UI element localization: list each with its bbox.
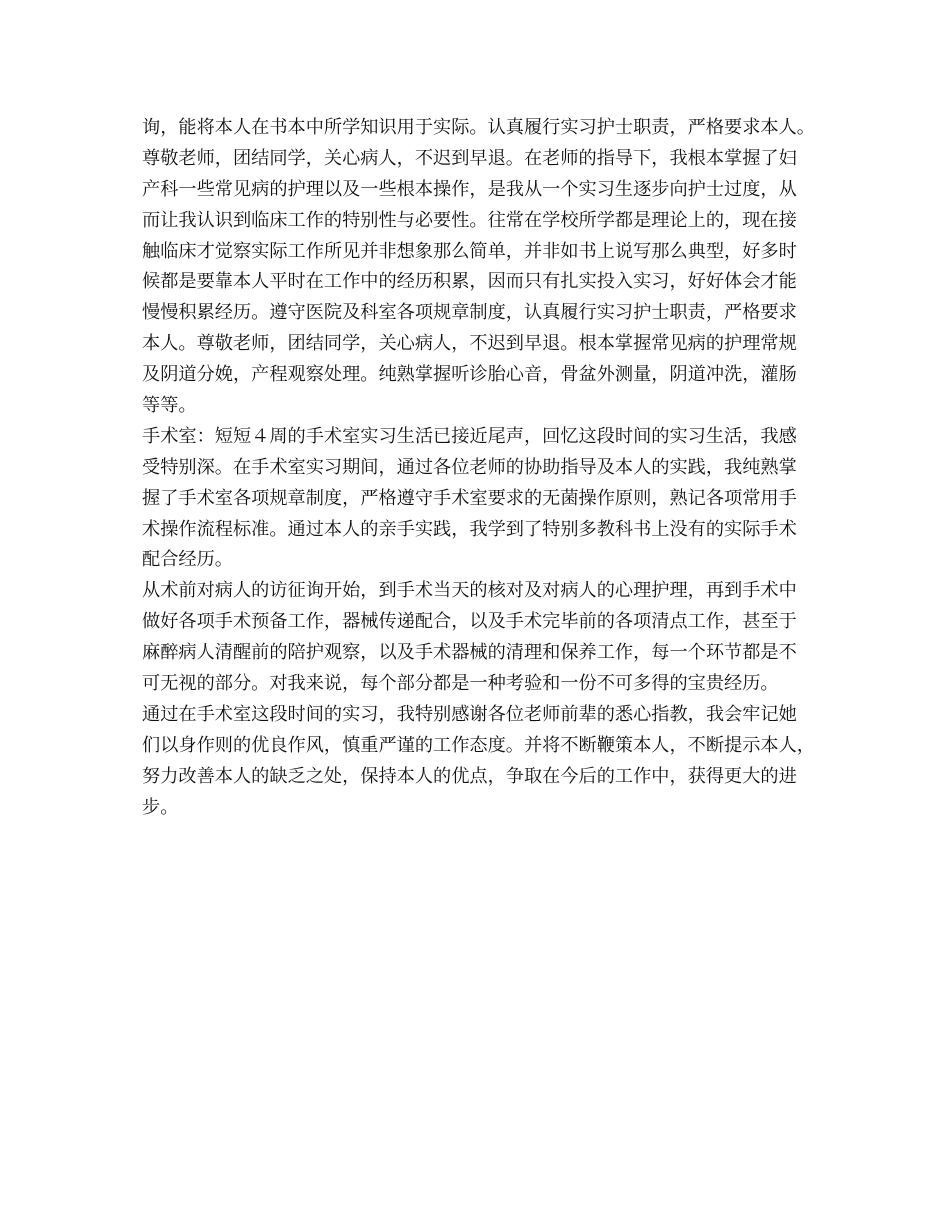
- text-line: 努力改善本人的缺乏之处，保持本人的优点，争取在今后的工作中，获得更大的进: [142, 765, 797, 787]
- text-line: 从术前对病人的访征询开始，到手术当天的核对及对病人的心理护理，再到手术中: [142, 580, 797, 602]
- text-line: 本人。尊敬老师，团结同学，关心病人，不迟到早退。根本掌握常见病的护理常规: [142, 333, 797, 355]
- text-line: 等等。: [142, 395, 197, 417]
- text-line: 而让我认识到临床工作的特别性与必要性。往常在学校所学都是理论上的，现在接: [142, 209, 797, 231]
- text-line: 触临床才觉察实际工作所见并非想象那么简单，并非如书上说写那么典型，好多时: [142, 240, 797, 262]
- body-text: [142, 113, 832, 823]
- text-line: 握了手术室各项规章制度，严格遵守手术室要求的无菌操作原则，熟记各项常用手: [142, 487, 797, 509]
- text-line: 产科一些常见病的护理以及一些根本操作，是我从一个实习生逐步向护士过度，从: [142, 178, 797, 200]
- text-line: 询，能将本人在书本中所学知识用于实际。认真履行实习护士职责，严格要求本人。: [142, 117, 815, 138]
- text-line: 受特别深。在手术室实习期间，通过各位老师的协助指导及本人的实践，我纯熟掌: [142, 456, 797, 478]
- text-line: 候都是要靠本人平时在工作中的经历积累，因而只有扎实投入实习，好好体会才能: [142, 271, 797, 293]
- text-line: 通过在手术室这段时间的实习，我特别感谢各位老师前辈的悉心指教，我会牢记她: [142, 703, 797, 725]
- text-line: 配合经历。: [142, 549, 233, 571]
- text-line: 及阴道分娩，产程观察处理。纯熟掌握听诊胎心音，骨盆外测量，阴道冲洗，灌肠: [142, 364, 797, 386]
- text-line: 做好各项手术预备工作，器械传递配合，以及手术完毕前的各项清点工作，甚至于: [142, 611, 797, 633]
- text-line: 可无视的部分。对我来说，每个部分都是一种考验和一份不可多得的宝贵经历。: [142, 673, 779, 695]
- text-line: 尊敬老师，团结同学，关心病人，不迟到早退。在老师的指导下，我根本掌握了妇: [142, 147, 797, 169]
- text-line: 步。: [142, 796, 179, 818]
- text-line: 慢慢积累经历。遵守医院及科室各项规章制度，认真履行实习护士职责，严格要求: [142, 302, 797, 324]
- text-line: 手术室：短短４周的手术室实习生活已接近尾声，回忆这段时间的实习生活，我感: [142, 425, 797, 447]
- text-line: 们以身作则的优良作风，慎重严谨的工作态度。并将不断鞭策本人，不断提示本人，: [142, 734, 815, 756]
- text-line: 麻醉病人清醒前的陪护观察，以及手术器械的清理和保养工作，每一个环节都是不: [142, 642, 797, 664]
- text-line: 术操作流程标准。通过本人的亲手实践，我学到了特别多教科书上没有的实际手术: [142, 518, 797, 540]
